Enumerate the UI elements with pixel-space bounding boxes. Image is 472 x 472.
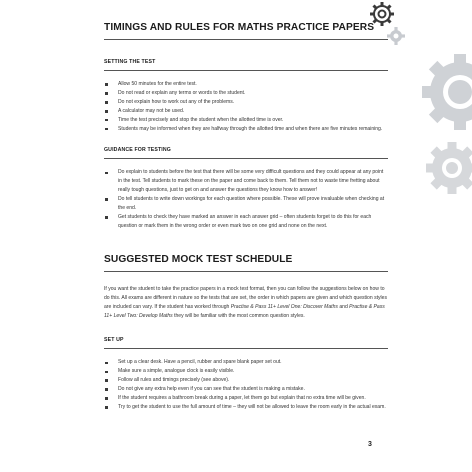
list-item: Follow all rules and timings precisely (see above). — [104, 376, 388, 385]
heading-setting-the-test: SETTING THE TEST — [104, 59, 156, 65]
list-item: Make sure a simple, analogue clock is easily visible. — [104, 367, 388, 376]
gear-icon — [406, 38, 472, 145]
list-item: Set up a clear desk. Have a pencil, rubber and spare blank paper set out. — [104, 358, 388, 367]
title-rule — [104, 271, 388, 272]
heading-set-up: SET UP — [104, 337, 124, 344]
list-item: Do not give any extra help even if you can see that the student is making a mistake. — [104, 385, 388, 394]
decorative-gears — [360, 0, 472, 300]
heading-rule — [104, 70, 388, 71]
title-rule — [104, 39, 388, 40]
heading-guidance-for-testing: GUIDANCE FOR TESTING — [104, 147, 171, 154]
list-item: Do not explain how to work out any of the problems. — [104, 98, 388, 107]
setup-list — [104, 358, 388, 411]
setting-list — [104, 80, 388, 133]
list-item: Do explain to students before the test that there will be some very difficult questions and they could appear at any point in the test. Tell students to mark these on the paper and come back to them. Tell them not to waste time fretting about really tough questions, just to get on and answer the questions they know how to answer! — [104, 168, 388, 195]
heading-rule — [104, 158, 388, 159]
list-item: Students may be informed when they are halfway through the allotted time and when there are five minutes remaining. — [104, 125, 388, 134]
list-item: If the student requires a bathroom break during a paper, let them go but explain that no extra time will be given. — [104, 394, 388, 403]
section-title-timings: TIMINGS AND RULES FOR MATHS PRACTICE PAPERS — [104, 22, 375, 33]
list-item: Do not read or explain any terms or words to the student. — [104, 89, 388, 98]
gear-icon — [415, 131, 472, 205]
section-title-mock-test: SUGGESTED MOCK TEST SCHEDULE — [104, 253, 293, 265]
list-item: Do tell students to write down workings for each question where possible. These will prove invaluable when checking at the end. — [104, 195, 388, 213]
intro-paragraph: If you want the student to take the practice papers in a mock test format, then you can follow the suggestions below on how to do this. All exams are different in nature so the tests that are set, the order in which papers are given and which question styles are included can vary. If the student has worked through Practise & Pass 11+ Level One: Discover Maths and Practise & Pass 11+ Level Two: Develop Maths they will be familiar with the most common question styles. — [104, 285, 387, 319]
page-number: 3 — [368, 441, 372, 448]
gear-icon — [370, 2, 394, 26]
heading-rule — [104, 348, 388, 349]
gear-icon — [387, 27, 405, 45]
list-item: Try to get the student to use the full amount of time – they will not be allowed to leave the room early in the actual exam. — [104, 403, 388, 412]
page-content — [104, 22, 388, 412]
list-item: Get students to check they have marked an answer in each answer grid – often students forget to do this for each question or mark them in the wrong order or even mark two on one grid and none on the next. — [104, 213, 388, 231]
guidance-list — [104, 168, 388, 230]
list-item: Time the test precisely and stop the student when the allotted time is over. — [104, 116, 388, 125]
list-item: Allow 50 minutes for the entire test. — [104, 80, 388, 89]
list-item: A calculator may not be used. — [104, 107, 388, 116]
